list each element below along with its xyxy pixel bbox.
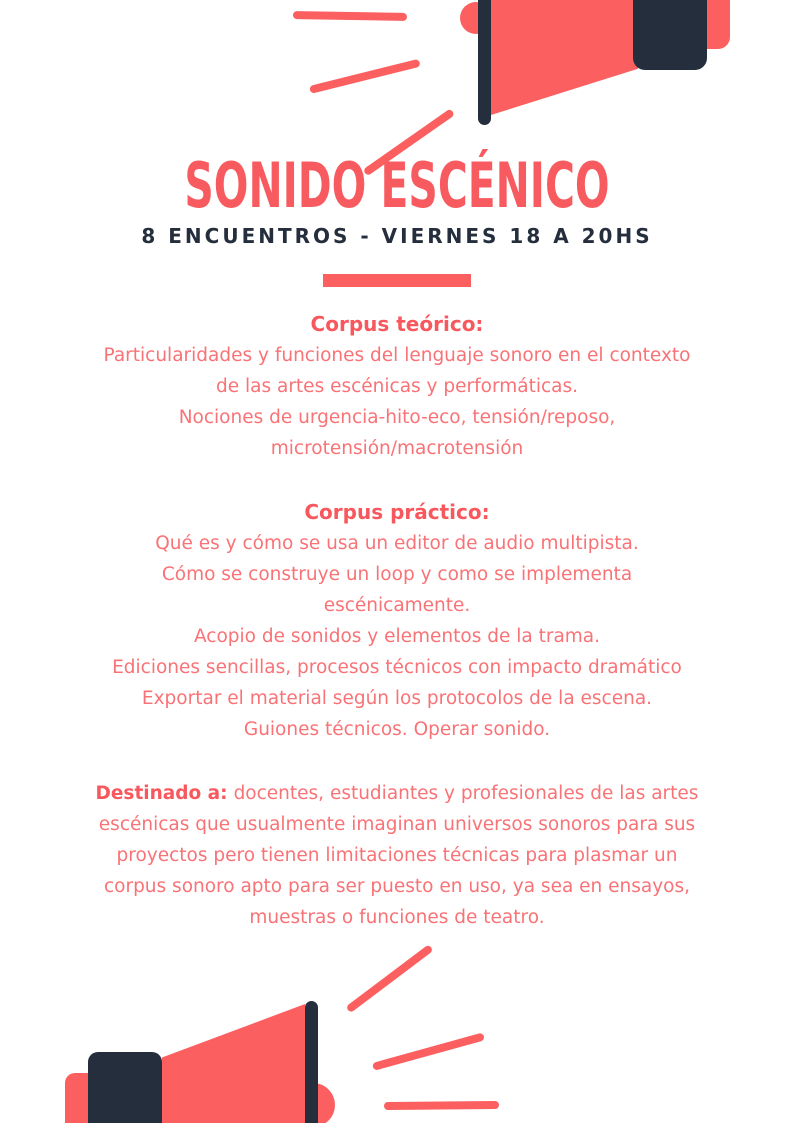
megaphone-mouth-rim <box>305 1001 318 1123</box>
section-heading: Corpus teórico: <box>310 312 484 336</box>
page-subtitle: 8 ENCUENTROS - VIERNES 18 A 20HS <box>141 224 653 248</box>
body-line: Qué es y cómo se usa un editor de audio multipista. <box>155 533 639 554</box>
audience-line: corpus sonoro apto para ser puesto en uso, ya sea en ensayos, <box>103 876 691 897</box>
body-line: Exportar el material según los protocolos de la escena. <box>141 688 653 709</box>
section-corpus-teorico <box>47 309 747 464</box>
sound-line-icon <box>309 59 421 94</box>
body-line: Particularidades y funciones del lenguaje sonoro en el contexto <box>103 345 691 366</box>
body-line: Cómo se construye un loop y como se implementa <box>161 564 633 585</box>
section-audience <box>47 778 747 933</box>
audience-line: muestras o funciones de teatro. <box>249 907 545 928</box>
body-line: Nociones de urgencia-hito-eco, tensión/reposo, <box>178 407 616 428</box>
body-line: microtensión/macrotensión <box>270 438 524 459</box>
megaphone-horn <box>491 0 638 115</box>
sound-line-icon <box>346 944 434 1013</box>
audience-line: proyectos pero tienen limitaciones técnicas para plasmar un <box>116 845 678 866</box>
section-corpus-practico <box>47 497 747 745</box>
audience-line-text: docentes, estudiantes y profesionales de las artes <box>233 783 699 804</box>
sound-line-icon <box>372 1032 485 1070</box>
title-underline-bar <box>323 274 471 287</box>
audience-line: escénicas que usualmente imaginan universos sonoros para sus <box>98 814 696 835</box>
body-line: Acopio de sonidos y elementos de la trama. <box>193 626 601 647</box>
body-line: Guiones técnicos. Operar sonido. <box>243 719 551 740</box>
page-title: SONIDO ESCÉNICO <box>184 149 610 223</box>
audience-lead-label: Destinado a: <box>95 783 228 804</box>
sound-line-icon <box>384 1101 499 1110</box>
body-line: de las artes escénicas y performáticas. <box>215 376 578 397</box>
megaphone-mouth-rim <box>478 0 491 125</box>
section-heading: Corpus práctico: <box>304 500 490 524</box>
body-line: escénicamente. <box>323 595 471 616</box>
body-line: Ediciones sencillas, procesos técnicos con impacto dramático <box>112 657 682 678</box>
megaphone-horn <box>162 1004 305 1123</box>
sound-line-icon <box>293 11 407 21</box>
megaphone-handle <box>88 1052 162 1123</box>
audience-line <box>47 778 747 809</box>
megaphone-handle <box>633 0 707 70</box>
